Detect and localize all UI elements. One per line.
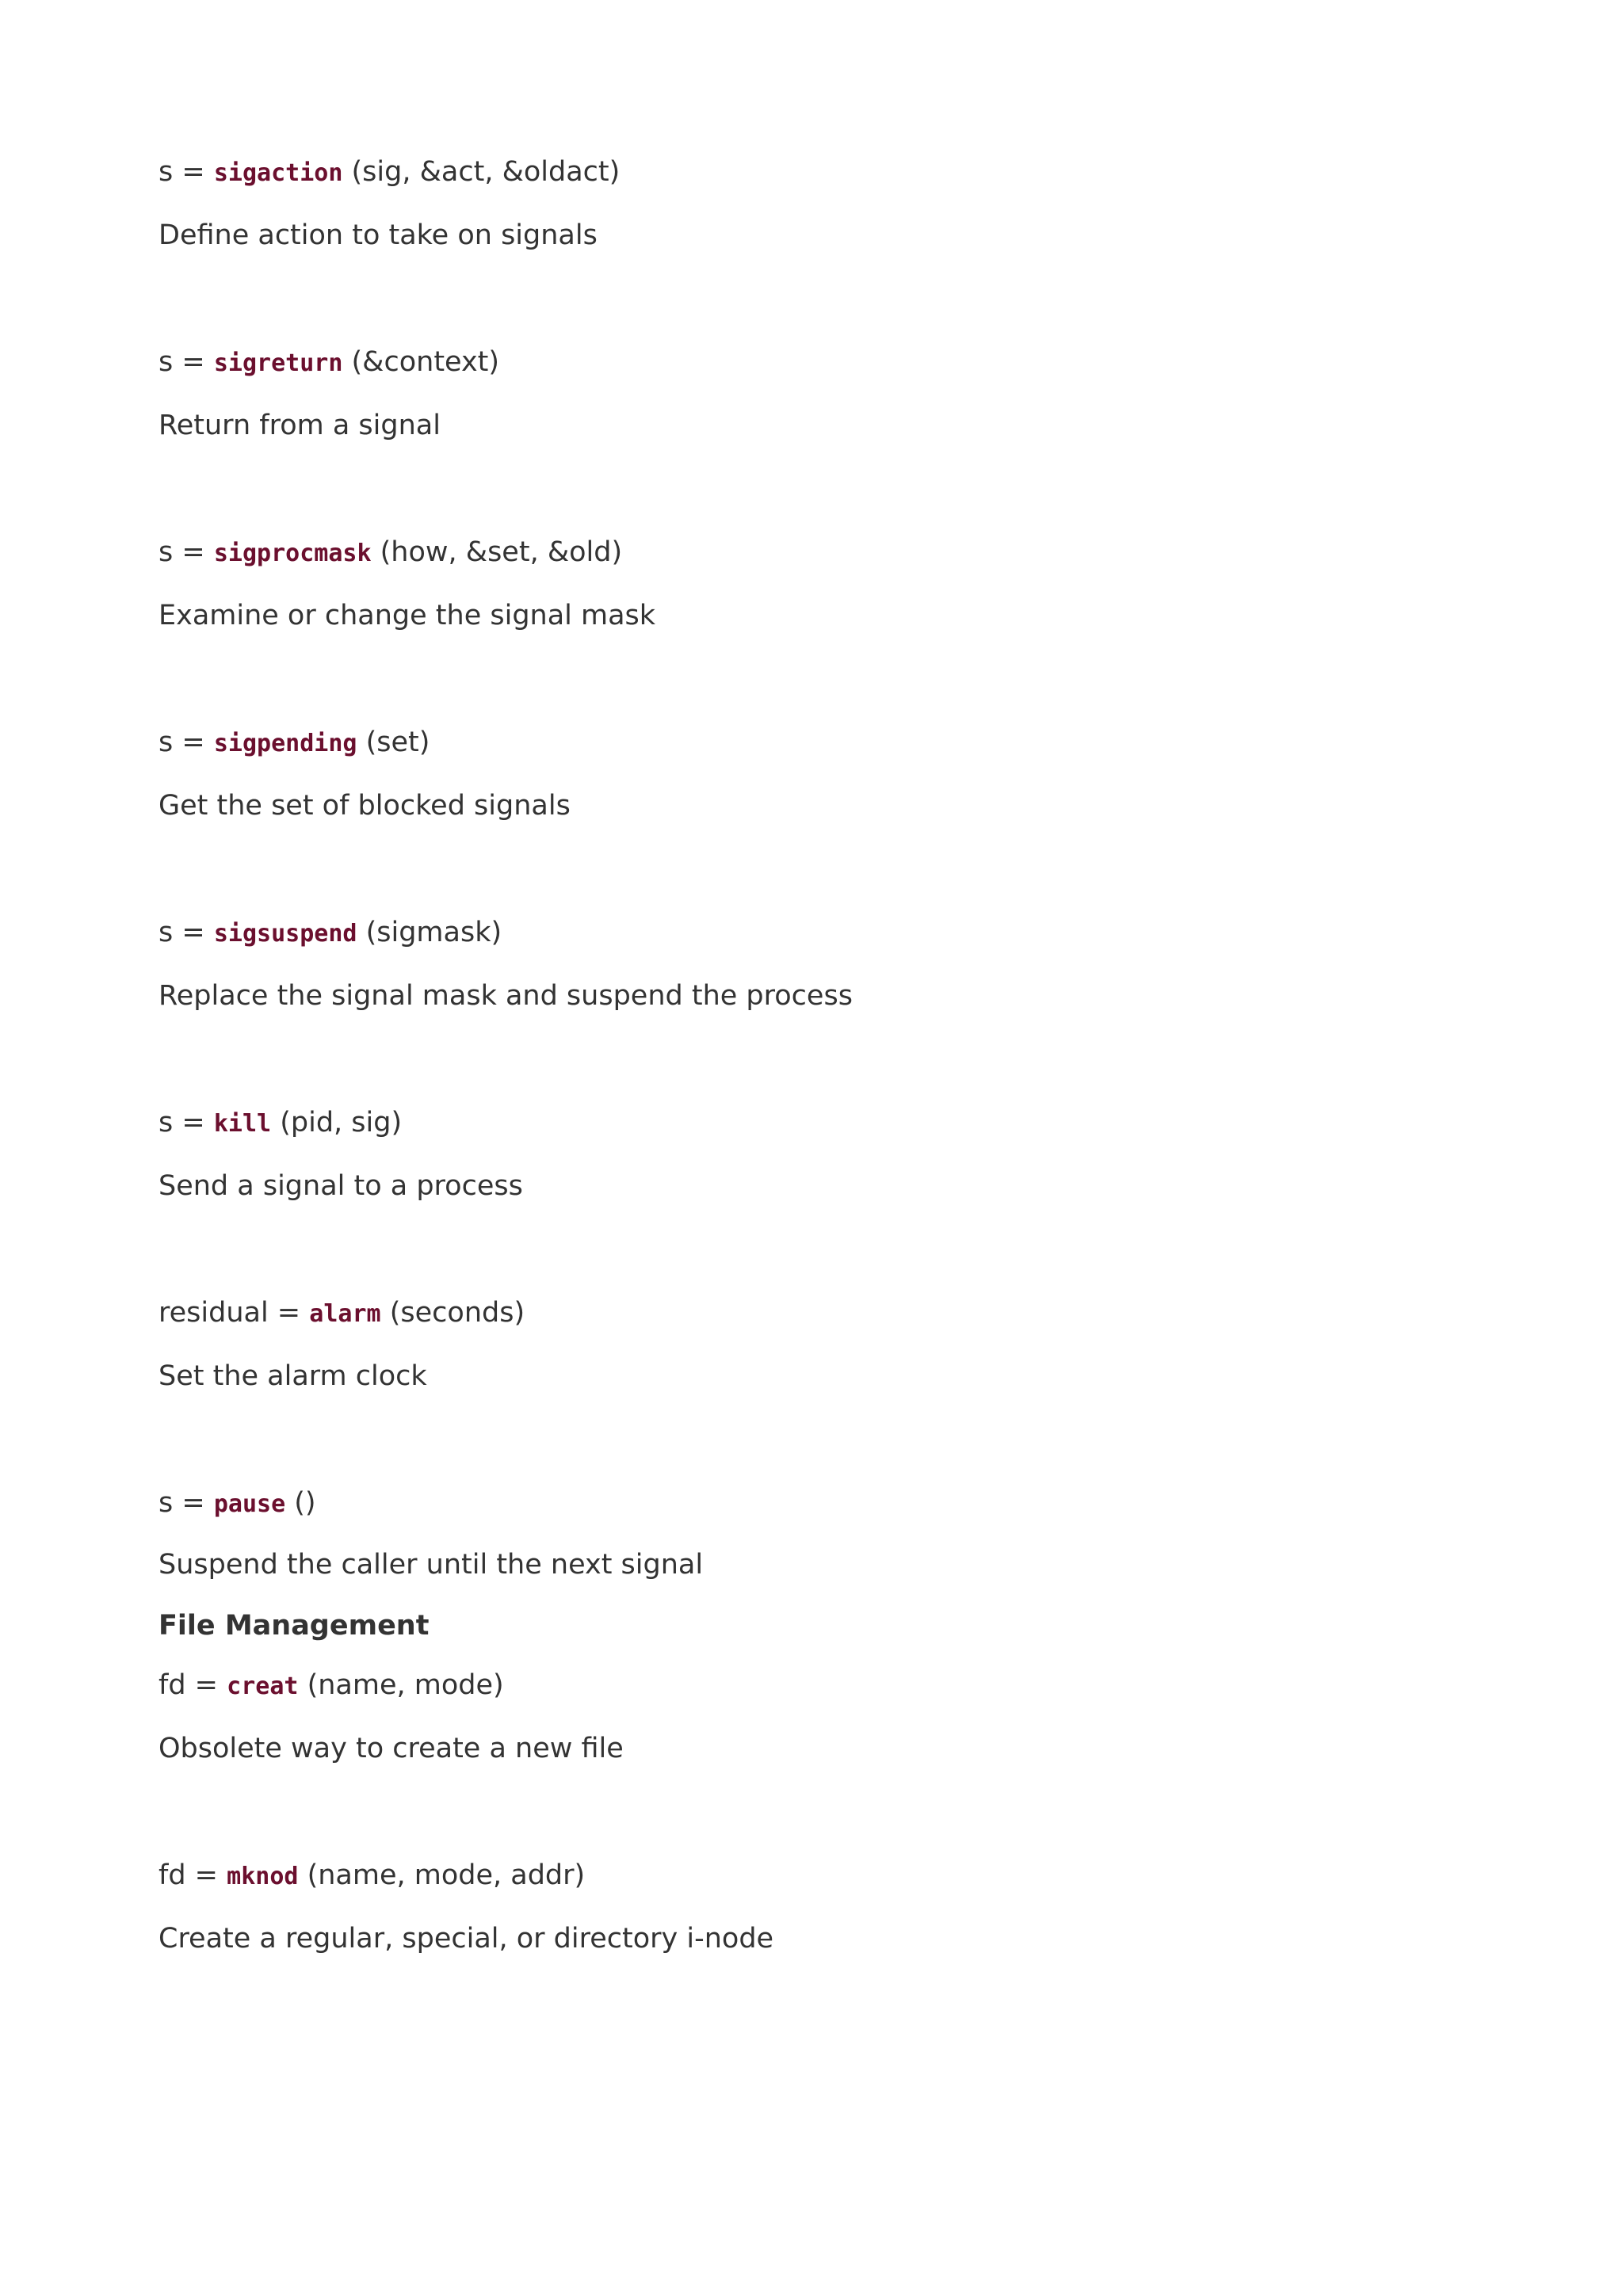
entry-call-sigaction — [158, 154, 620, 191]
function-name: sigsuspend — [213, 920, 357, 948]
function-name: mknod — [227, 1863, 299, 1890]
call-args: (&context) — [351, 346, 500, 378]
function-name: pause — [213, 1490, 286, 1518]
call-args: (name, mode) — [307, 1669, 504, 1701]
entry-call-alarm — [158, 1295, 525, 1332]
function-name: kill — [213, 1110, 272, 1138]
function-name: creat — [227, 1672, 299, 1700]
call-args: () — [294, 1487, 316, 1519]
entry-desc-sigprocmask: Examine or change the signal mask — [158, 600, 656, 631]
call-args: (how, &set, &old) — [380, 536, 623, 568]
entry-desc-kill: Send a signal to a process — [158, 1170, 523, 1202]
call-args: (seconds) — [389, 1297, 525, 1329]
entry-call-sigsuspend — [158, 915, 502, 952]
call-lhs: residual = — [158, 1297, 301, 1329]
entry-call-mknod — [158, 1858, 585, 1894]
call-lhs: s = — [158, 727, 205, 758]
call-lhs: s = — [158, 917, 205, 948]
entry-desc-creat: Obsolete way to create a new file — [158, 1733, 624, 1764]
entry-call-kill — [158, 1105, 402, 1142]
call-args: (set) — [365, 727, 430, 758]
entry-desc-sigpending: Get the set of blocked signals — [158, 790, 571, 822]
function-name: sigreturn — [213, 349, 343, 377]
entry-desc-sigreturn: Return from a signal — [158, 410, 441, 441]
entry-desc-sigsuspend: Replace the signal mask and suspend the process — [158, 980, 853, 1012]
call-args: (pid, sig) — [280, 1107, 403, 1138]
function-name: sigprocmask — [213, 540, 372, 567]
entry-desc-mknod: Create a regular, special, or directory i-node — [158, 1923, 774, 1955]
entry-call-pause — [158, 1486, 316, 1522]
call-lhs: fd = — [158, 1859, 218, 1891]
entry-call-sigreturn — [158, 345, 499, 381]
call-args: (sig, &act, &oldact) — [351, 156, 621, 188]
call-lhs: s = — [158, 346, 205, 378]
entry-desc-alarm: Set the alarm clock — [158, 1360, 427, 1392]
entry-call-sigprocmask — [158, 535, 622, 571]
function-name: sigpending — [213, 730, 357, 757]
entry-desc-sigaction: Define action to take on signals — [158, 219, 598, 251]
call-lhs: s = — [158, 156, 205, 188]
section-heading: File Management — [158, 1610, 430, 1642]
call-lhs: s = — [158, 1107, 205, 1138]
entry-desc-pause: Suspend the caller until the next signal — [158, 1549, 704, 1581]
function-name: alarm — [309, 1300, 381, 1328]
function-name: sigaction — [213, 159, 343, 187]
call-args: (name, mode, addr) — [307, 1859, 586, 1891]
call-lhs: fd = — [158, 1669, 218, 1701]
entry-call-sigpending — [158, 725, 430, 761]
call-args: (sigmask) — [365, 917, 502, 948]
entry-call-creat — [158, 1668, 504, 1704]
call-lhs: s = — [158, 536, 205, 568]
call-lhs: s = — [158, 1487, 205, 1519]
